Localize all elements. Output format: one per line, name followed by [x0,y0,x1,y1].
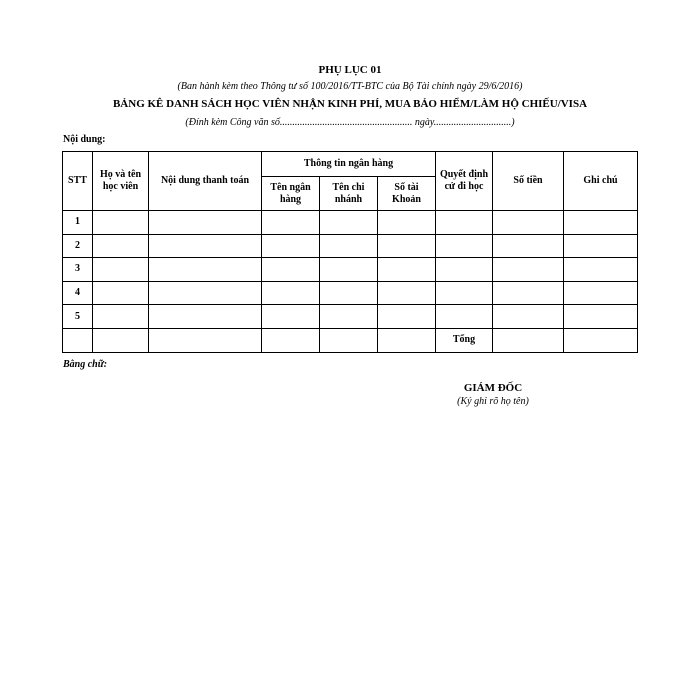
cell-payment-content [149,305,262,329]
cell-branch-name [320,281,378,305]
cell-study-decision [436,211,493,235]
row-stt: 1 [63,211,93,235]
cell-payment-content [149,281,262,305]
cell-account-number [378,234,436,258]
cell-branch-name [320,234,378,258]
table-row [63,234,638,258]
cell-bank-name [262,328,320,352]
cell-note [564,328,638,352]
cell-branch-name [320,258,378,282]
row-stt: 4 [63,281,93,305]
header-row-top [63,152,638,177]
cell-account-number [378,281,436,305]
total-row [63,328,638,352]
cell-total-amount [493,328,564,352]
attachment-line: (Đính kèm Công văn số..................................................... ngày...............................) [185,117,515,128]
cell-amount [493,305,564,329]
table-row [63,305,638,329]
cell-account-number [378,211,436,235]
cell-account-number [378,258,436,282]
cell-branch-name [320,328,378,352]
cell-amount [493,258,564,282]
cell-payment-content [149,258,262,282]
header-student-name: Họ và tên học viên [93,152,149,211]
signer-title: GIÁM ĐỐC [463,382,523,394]
cell-stt-empty [63,328,93,352]
cell-student-name [93,328,149,352]
cell-branch-name [320,211,378,235]
signer-note: (Ký ghi rõ họ tên) [457,396,529,407]
cell-student-name [93,234,149,258]
cell-payment-content [149,211,262,235]
table-row [63,281,638,305]
total-label: Tổng [436,328,493,352]
cell-bank-name [262,234,320,258]
cell-amount [493,234,564,258]
header-branch-name: Tên chi nhánh [320,177,378,211]
cell-study-decision [436,305,493,329]
appendix-subtitle: (Ban hành kèm theo Thông tư số 100/2016/TT-BTC của Bộ Tài chính ngày 29/6/2016) [177,81,523,92]
cell-note [564,234,638,258]
cell-student-name [93,281,149,305]
header-account-number: Số tài Khoản [378,177,436,211]
header-stt: STT [63,152,93,211]
header-study-decision: Quyết định cử đi học [436,152,493,211]
cell-account-number [378,305,436,329]
cell-study-decision [436,258,493,282]
cell-student-name [93,258,149,282]
cell-note [564,305,638,329]
cell-amount [493,281,564,305]
table-row [63,211,638,235]
cell-bank-name [262,258,320,282]
row-stt: 5 [63,305,93,329]
header-payment-content: Nội dung thanh toán [149,152,262,211]
cell-note [564,211,638,235]
row-stt: 3 [63,258,93,282]
amount-in-words-label: Bằng chữ: [63,359,108,370]
header-bank-info: Thông tin ngân hàng [262,152,436,177]
header-note: Ghi chú [564,152,638,211]
header-bank-name: Tên ngân hàng [262,177,320,211]
cell-bank-name [262,305,320,329]
cell-student-name [93,211,149,235]
content-label: Nội dung: [63,134,106,145]
cell-payment-content [149,328,262,352]
cell-bank-name [262,281,320,305]
cell-study-decision [436,234,493,258]
cell-note [564,258,638,282]
cell-payment-content [149,234,262,258]
appendix-title: PHỤ LỤC 01 [318,64,382,76]
cell-branch-name [320,305,378,329]
cell-student-name [93,305,149,329]
row-stt: 2 [63,234,93,258]
header-amount: Số tiền [493,152,564,211]
cell-bank-name [262,211,320,235]
student-list-table [62,151,638,353]
list-heading: BẢNG KÊ DANH SÁCH HỌC VIÊN NHẬN KINH PHÍ, MUA BẢO HIỂM/LÀM HỘ CHIẾU/VISA [112,98,588,110]
cell-study-decision [436,281,493,305]
cell-note [564,281,638,305]
cell-account-number [378,328,436,352]
table-row [63,258,638,282]
cell-amount [493,211,564,235]
